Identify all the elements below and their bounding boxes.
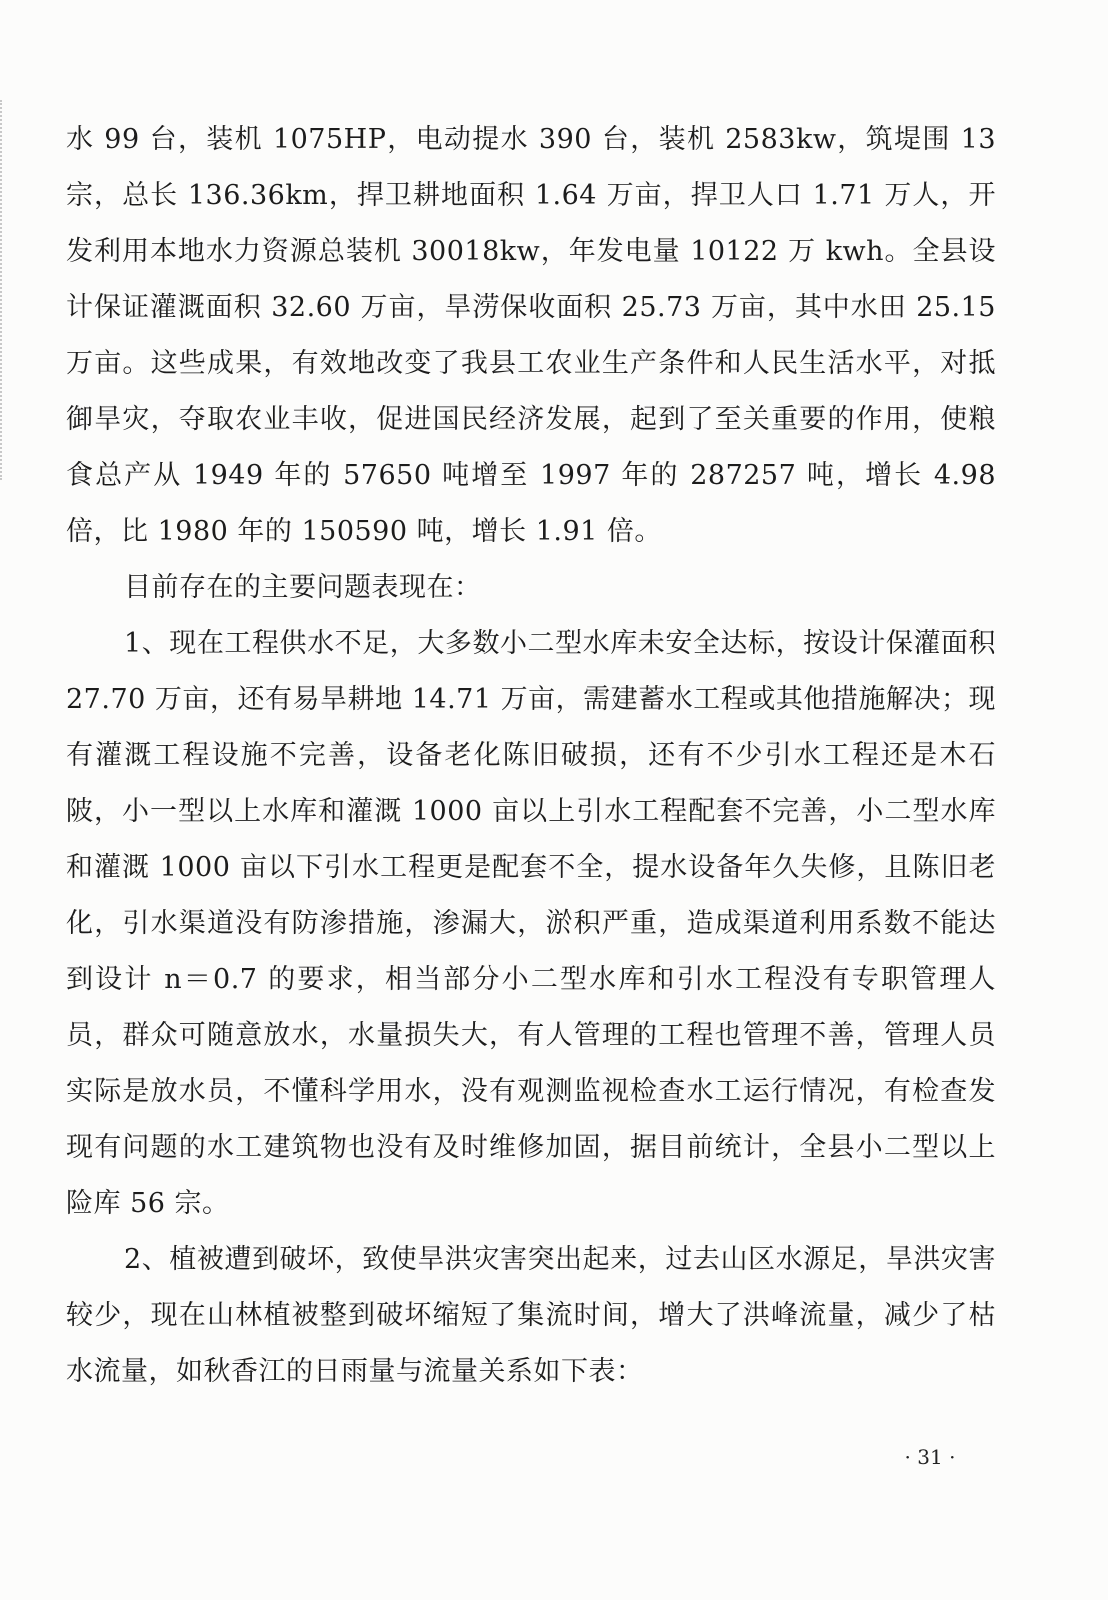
paragraph-continuation: 水 99 台，装机 1075HP，电动提水 390 台，装机 2583kw，筑堤围 13 宗，总长 136.36km，捍卫耕地面积 1.64 万亩，捍卫人口 1.71 万人，开发利用本地水力资源总装机 30018kw，年发电量 10122 万 kwh。全县设计保证灌溉面积 32.60 万亩，旱涝保收面积 25.73 万亩，其中水田 25.15 万亩。这些成果，有效地改变了我县工农业生产条件和人民生活水平，对抵御旱灾，夺取农业丰收，促进国民经济发展，起到了至关重要的作用，使粮食总产从 1949 年的 57650 吨增至 1997 年的 287257 吨，增长 4.98 倍，比 1980 年的 150590 吨，增长 1.91 倍。 <box>66 124 996 547</box>
paragraph-problems-intro: 目前存在的主要问题表现在： <box>124 572 482 603</box>
page-number: · 31 · <box>904 1445 956 1469</box>
body-text <box>66 112 996 1400</box>
scan-edge-marks <box>0 100 8 480</box>
paragraph-problem-1: 1、现在工程供水不足，大多数小二型水库未安全达标，按设计保灌面积 27.70 万亩，还有易旱耕地 14.71 万亩，需建蓄水工程或其他措施解决；现有灌溉工程设施不完善，设备老化陈旧破损，还有不少引水工程还是木石陂，小一型以上水库和灌溉 1000 亩以上引水工程配套不完善，小二型水库和灌溉 1000 亩以下引水工程更是配套不全，提水设备年久失修，且陈旧老化，引水渠道没有防渗措施，渗漏大，淤积严重，造成渠道利用系数不能达到设计 n＝0.7 的要求，相当部分小二型水库和引水工程没有专职管理人员，群众可随意放水，水量损失大，有人管理的工程也管理不善，管理人员实际是放水员，不懂科学用水，没有观测监视检查水工运行情况，有检查发现有问题的水工建筑物也没有及时维修加固，据目前统计，全县小二型以上险库 56 宗。 <box>66 628 996 1219</box>
paragraph-problem-2: 2、植被遭到破坏，致使旱洪灾害突出起来，过去山区水源足，旱洪灾害较少，现在山林植被整到破坏缩短了集流时间，增大了洪峰流量，减少了枯水流量，如秋香江的日雨量与流量关系如下表： <box>66 1244 996 1387</box>
